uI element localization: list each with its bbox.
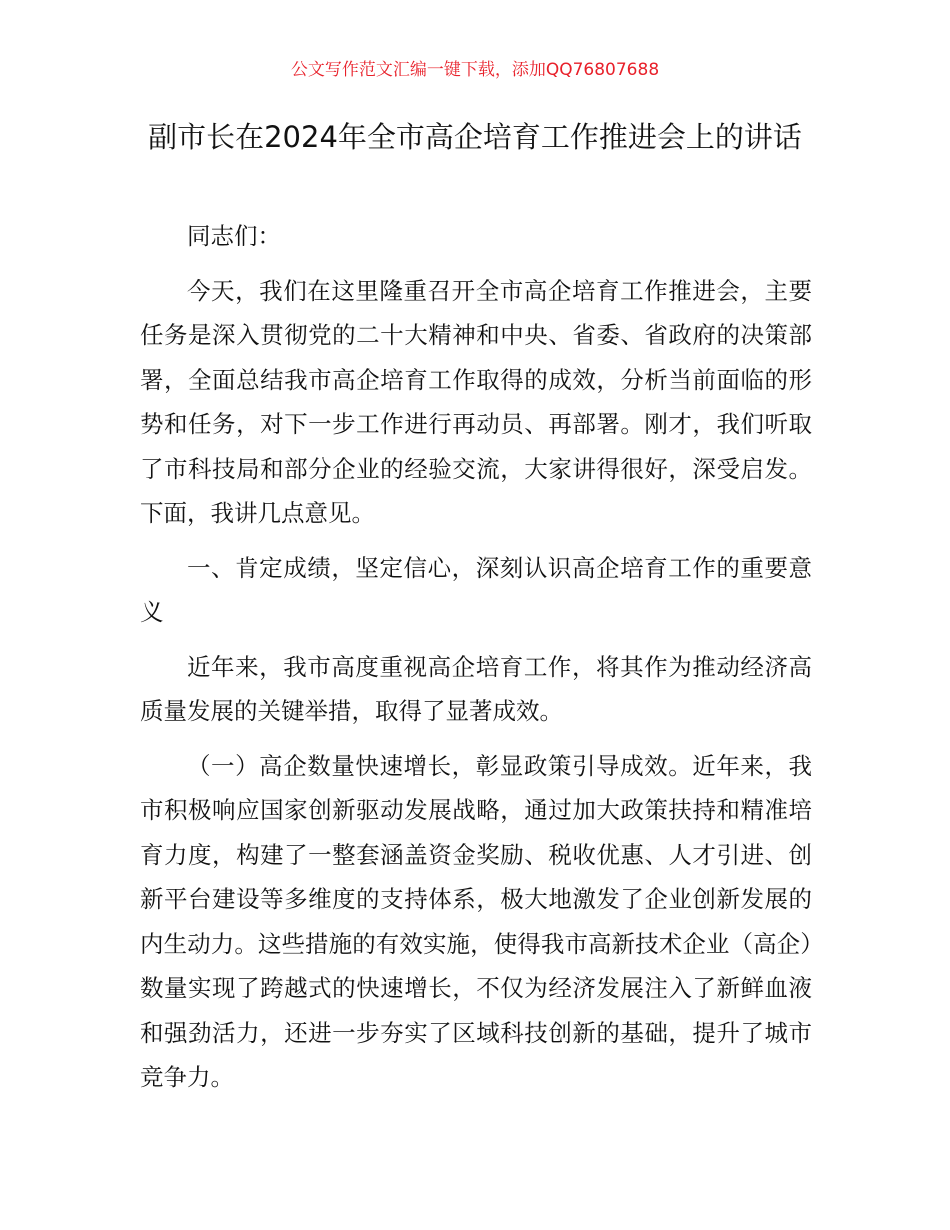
opening-paragraph: 今天，我们在这里隆重召开全市高企培育工作推进会，主要任务是深入贯彻党的二十大精神和中央、省委、省政府的决策部署，全面总结我市高企培育工作取得的成效，分析当前面临的形势和任务，对下一步工作进行再动员、再部署。刚才，我们听取了市科技局和部分企业的经验交流，大家讲得很好，深受启发。下面，我讲几点意见。 [140, 276, 812, 527]
download-promo-note: 公文写作范文汇编一键下载，添加QQ76807688 [290, 60, 660, 80]
document-body [140, 214, 812, 1100]
subsection-paragraph-1: （一）高企数量快速增长，彰显政策引导成效。近年来，我市积极响应国家创新驱动发展战略，通过加大政策扶持和精准培育力度，构建了一整套涵盖资金奖励、税收优惠、人才引进、创新平台建设等多维度的支持体系，极大地激发了企业创新发展的内生动力。这些措施的有效实施，使得我市高新技术企业（高企）数量实现了跨越式的快速增长，不仅为经济发展注入了新鲜血液和强劲活力，还进一步夯实了区域科技创新的基础，提升了城市竞争力。 [140, 751, 812, 1091]
intro-paragraph: 近年来，我市高度重视高企培育工作，将其作为推动经济高质量发展的关键举措，取得了显著成效。 [140, 652, 812, 725]
document-title: 副市长在2024年全市高企培育工作推进会上的讲话 [148, 120, 802, 154]
section-heading-1: 一、肯定成绩，坚定信心，深刻认识高企培育工作的重要意义 [140, 553, 812, 626]
salutation-paragraph: 同志们： [187, 222, 281, 250]
